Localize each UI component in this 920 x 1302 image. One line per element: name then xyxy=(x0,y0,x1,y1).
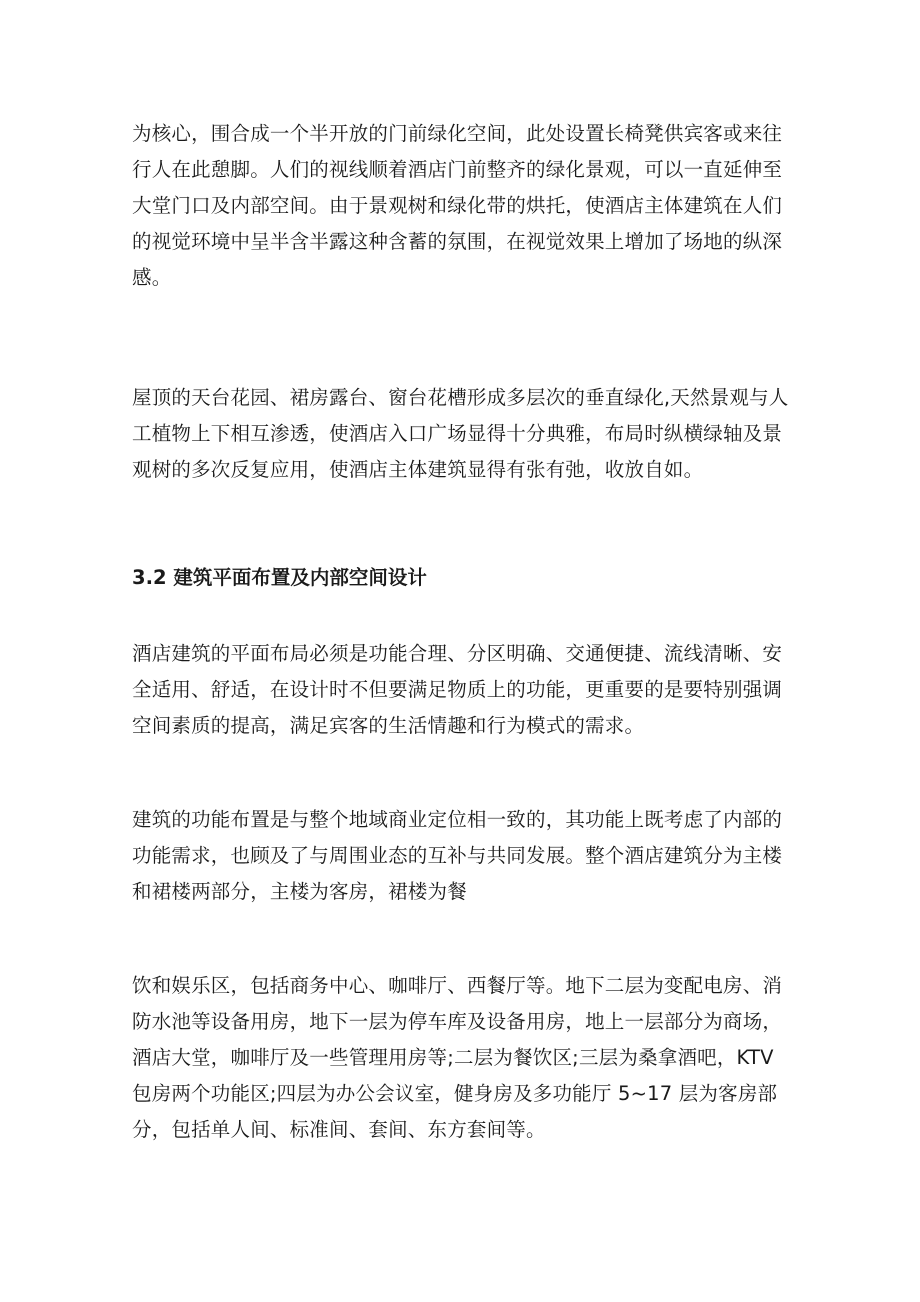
section-heading: 3.2 建筑平面布置及内部空间设计 xyxy=(132,566,427,589)
text-line: 空间素质的提高，满足宾客的生活情趣和行为模式的需求。 xyxy=(132,714,645,737)
text-line: 酒店建筑的平面布局必须是功能合理、分区明确、交通便捷、流线清晰、安 xyxy=(132,642,783,665)
text-line: 屋顶的天台花园、裙房露台、窗台花槽形成多层次的垂直绿化,天然景观与人 xyxy=(132,386,789,409)
text-line: 观树的多次反复应用，使酒店主体建筑显得有张有弛，收放自如。 xyxy=(132,458,704,481)
text-line: 行人在此憩脚。人们的视线顺着酒店门前整齐的绿化景观，可以一直延伸至 xyxy=(132,158,783,181)
text-line: 工植物上下相互渗透，使酒店入口广场显得十分典雅，布局时纵横绿轴及景 xyxy=(132,422,783,445)
paragraph-floor-functions xyxy=(132,968,812,1148)
text-line: 饮和娱乐区，包括商务中心、咖啡厅、西餐厅等。地下二层为变配电房、消 xyxy=(132,974,783,997)
text-line: 包房两个功能区;四层为办公会议室，健身房及多功能厅 5~17 层为客房部 xyxy=(132,1082,778,1105)
text-line: 的视觉环境中呈半含半露这种含蓄的氛围，在视觉效果上增加了场地的纵深 xyxy=(132,230,783,253)
text-line: 和裙楼两部分，主楼为客房，裙楼为餐 xyxy=(132,880,467,903)
paragraph-vertical-greening xyxy=(132,380,812,488)
paragraph-function-arrangement xyxy=(132,802,812,910)
text-line: 功能需求，也顾及了与周围业态的互补与共同发展。整个酒店建筑分为主楼 xyxy=(132,844,783,867)
text-line: 大堂门口及内部空间。由于景观树和绿化带的烘托，使酒店主体建筑在人们 xyxy=(132,194,783,217)
text-line: 酒店大堂，咖啡厅及一些管理用房等;二层为餐饮区;三层为桑拿酒吧，KTV xyxy=(132,1046,774,1069)
text-line: 分，包括单人间、标准间、套间、东方套间等。 xyxy=(132,1118,546,1141)
paragraph-plan-layout xyxy=(132,636,812,744)
text-line: 为核心，围合成一个半开放的门前绿化空间，此处设置长椅凳供宾客或来往 xyxy=(132,122,783,145)
text-line: 防水池等设备用房，地下一层为停车库及设备用房，地上一层部分为商场， xyxy=(132,1010,783,1033)
text-line: 感。 xyxy=(132,266,172,289)
text-line: 全适用、舒适，在设计时不但要满足物质上的功能，更重要的是要特别强调 xyxy=(132,678,783,701)
text-line: 建筑的功能布置是与整个地域商业定位相一致的，其功能上既考虑了内部的 xyxy=(132,808,783,831)
paragraph-landscape-core xyxy=(132,116,812,296)
